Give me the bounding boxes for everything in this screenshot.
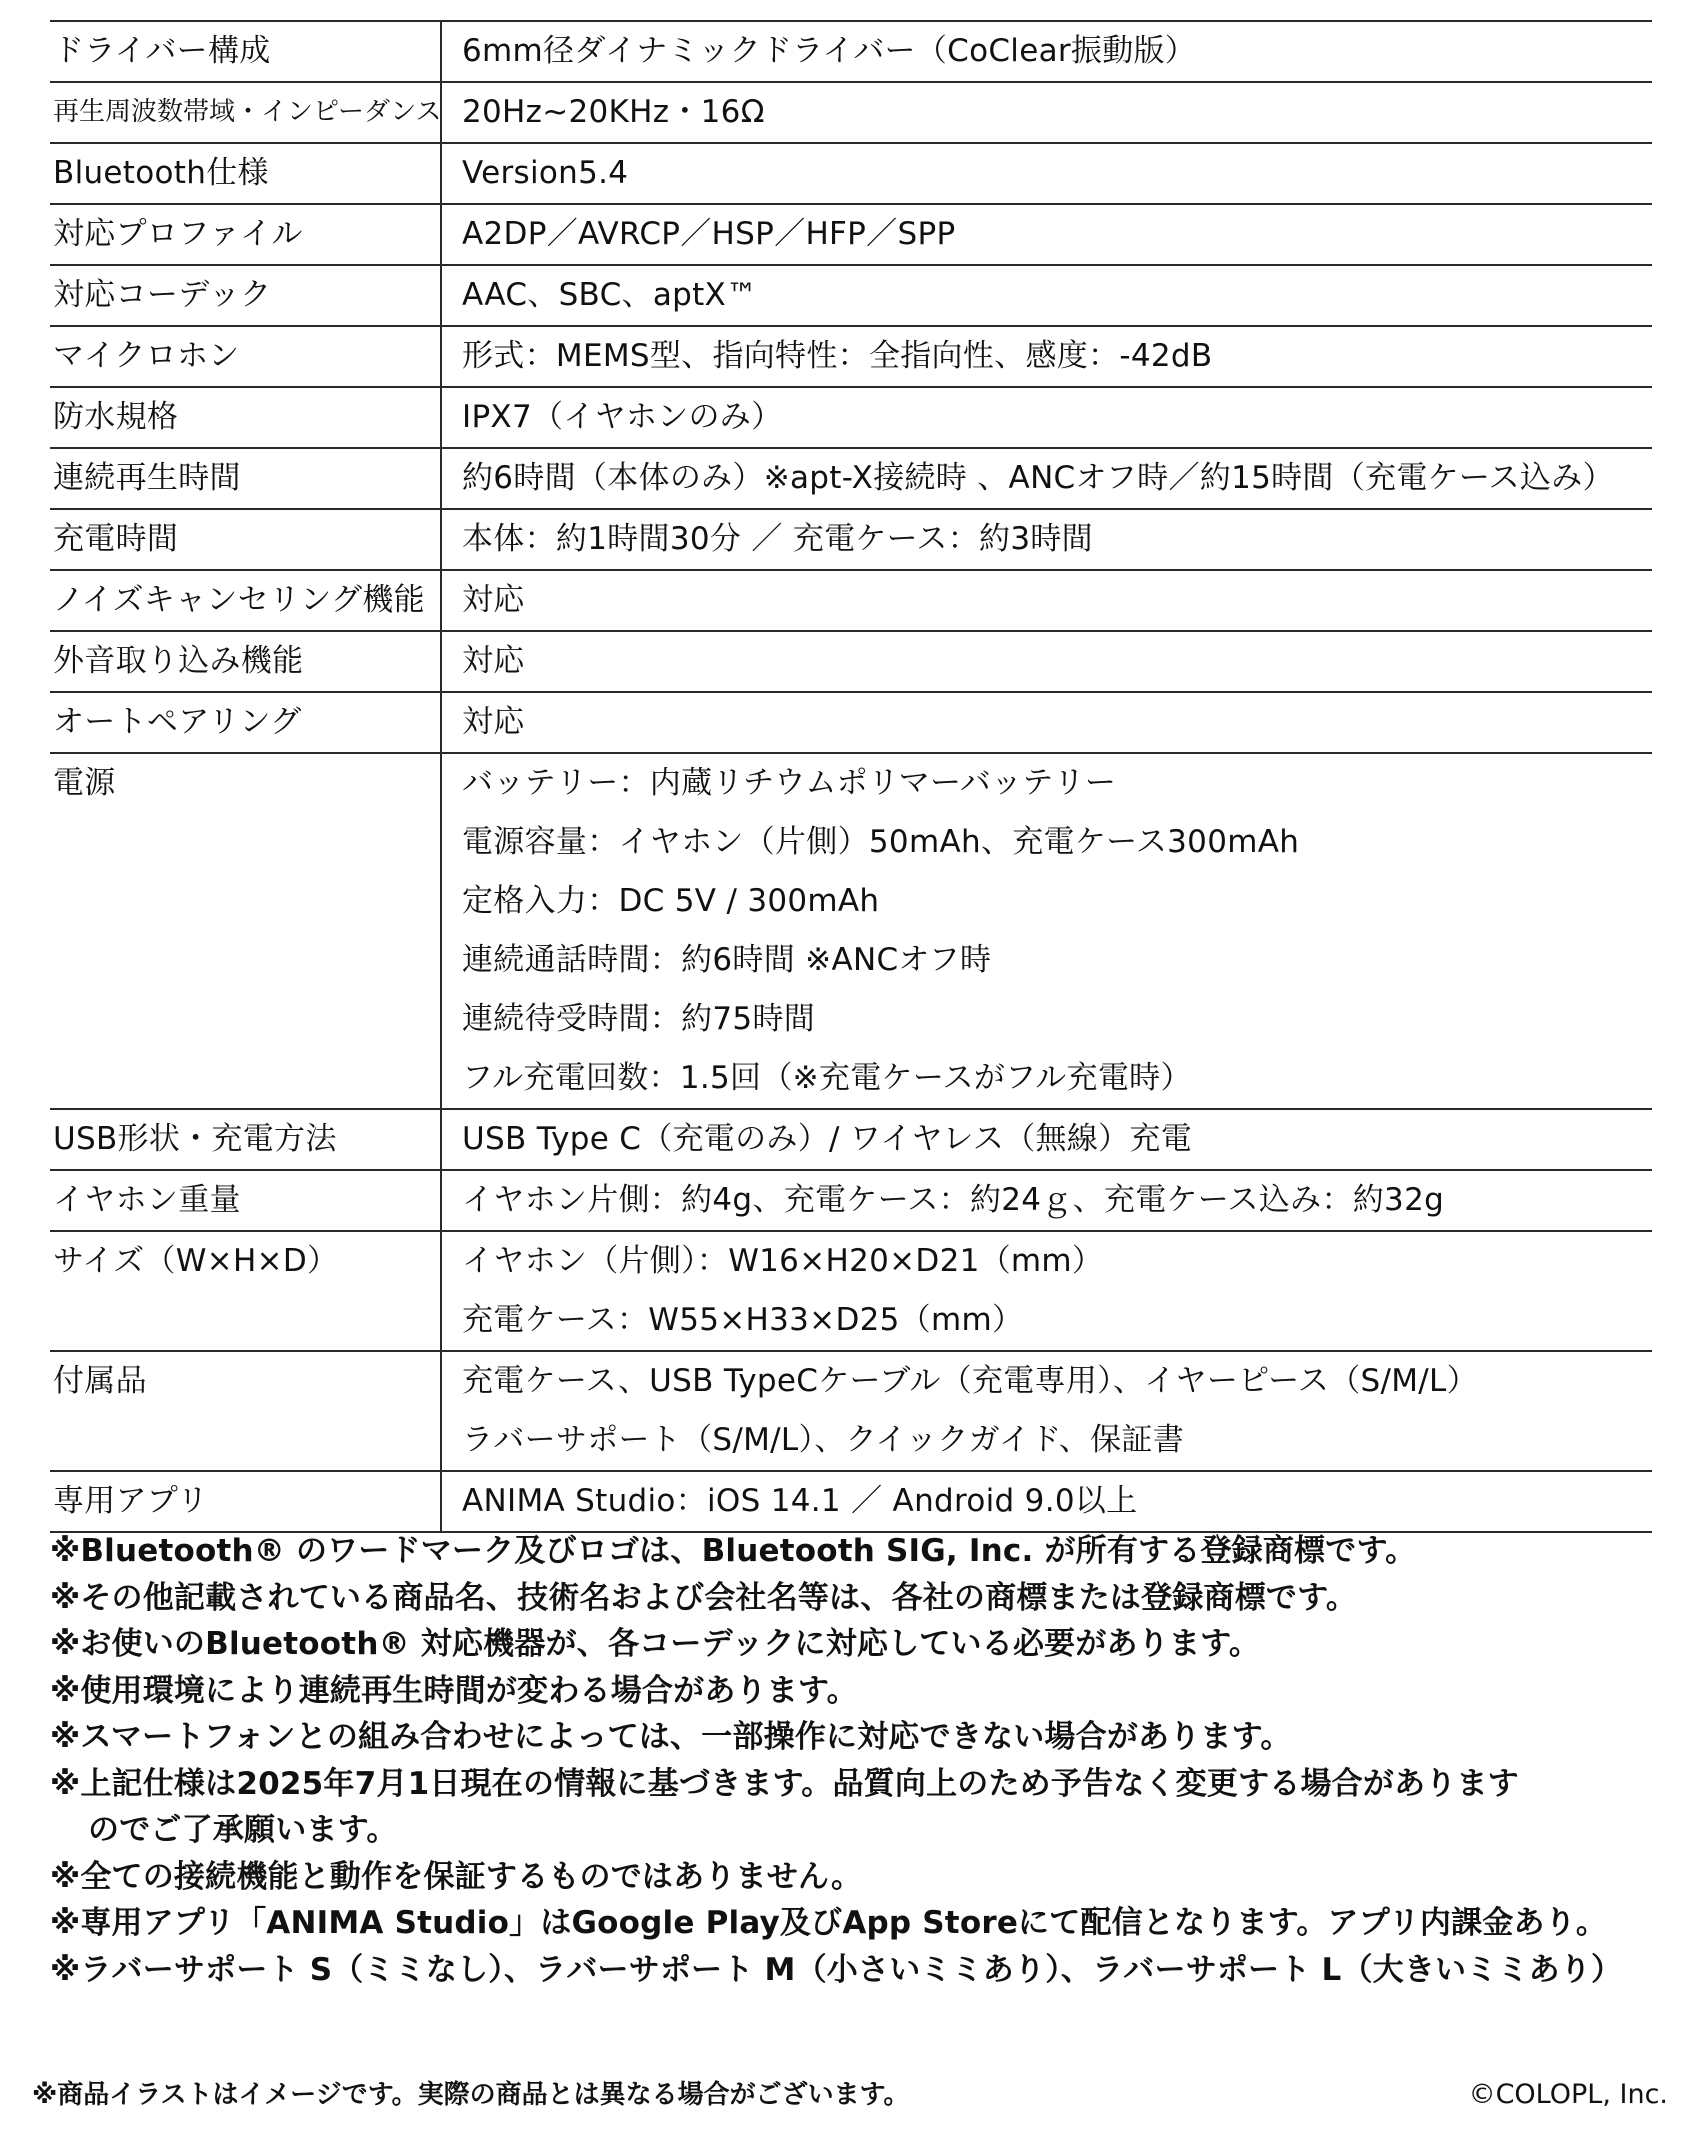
spec-label-cell: [50, 570, 441, 631]
note-line: ※上記仕様は2025年7月1日現在の情報に基づきます。品質向上のため予告なく変更する場合があります: [50, 1765, 1519, 1802]
spec-value: 形式：MEMS型、指向特性：全指向性、感度：-42dB: [462, 338, 1213, 374]
spec-value: IPX7（イヤホンのみ）: [462, 399, 783, 435]
spec-label: USB形状・充電方法: [53, 1121, 337, 1157]
spec-row: [50, 204, 1652, 265]
spec-label: 電源: [53, 765, 116, 801]
spec-row: [50, 692, 1652, 753]
spec-label: ドライバー構成: [53, 33, 271, 69]
spec-value: 定格入力：DC 5V / 300mAh: [462, 883, 880, 919]
spec-label: 防水規格: [53, 399, 179, 435]
copyright: ©COLOPL, Inc.: [1468, 2079, 1668, 2110]
spec-value: 電源容量：イヤホン（片側）50mAh、充電ケース300mAh: [462, 824, 1300, 860]
spec-label: 連続再生時間: [53, 460, 241, 496]
spec-value: 充電ケース、USB TypeCケーブル（充電専用）、イヤーピース（S/M/L）: [462, 1363, 1478, 1399]
note-line: ※Bluetooth® のワードマーク及びロゴは、Bluetooth SIG, Inc. が所有する登録商標です。: [50, 1533, 1417, 1569]
spec-label-cell: [50, 1471, 441, 1532]
spec-value-cell: [441, 265, 1652, 326]
footer-disclaimer: ※商品イラストはイメージです。実際の商品とは異なる場合がございます。: [32, 2080, 910, 2110]
spec-label: サイズ（W×H×D）: [53, 1243, 339, 1279]
note-line: ※スマートフォンとの組み合わせによっては、一部操作に対応できない場合があります。: [50, 1719, 1292, 1755]
spec-value: 充電ケース：W55×H33×D25（mm）: [462, 1302, 1024, 1338]
spec-label-cell: [50, 326, 441, 387]
spec-row: [50, 326, 1652, 387]
spec-label: 充電時間: [53, 521, 179, 557]
spec-value-cell: [441, 692, 1652, 753]
spec-row: [50, 1170, 1652, 1231]
spec-row: [50, 21, 1652, 82]
spec-value: ラバーサポート（S/M/L）、クイックガイド、保証書: [462, 1422, 1184, 1458]
spec-value-cell: [441, 1109, 1652, 1170]
spec-value: 20Hz~20KHz・16Ω: [462, 94, 765, 130]
spec-value: ANIMA Studio：iOS 14.1 ／ Android 9.0以上: [462, 1483, 1138, 1519]
spec-value-cell: [441, 570, 1652, 631]
spec-value: 対応: [462, 643, 525, 679]
spec-value: 連続待受時間：約75時間: [462, 1001, 816, 1037]
note-line: ※全ての接続機能と動作を保証するものではありません。: [50, 1858, 863, 1895]
spec-row: [50, 509, 1652, 570]
spec-value-cell: [441, 1351, 1652, 1471]
spec-label-cell: [50, 753, 441, 1109]
spec-label-cell: [50, 1109, 441, 1170]
spec-value-cell: [441, 448, 1652, 509]
note-line: ※使用環境により連続再生時間が変わる場合があります。: [50, 1672, 858, 1709]
spec-label: オートペアリング: [53, 704, 302, 740]
spec-value-cell: [441, 21, 1652, 82]
spec-label-cell: [50, 1351, 441, 1471]
spec-value: イヤホン（片側）：W16×H20×D21（mm）: [462, 1243, 1104, 1279]
spec-label: マイクロホン: [53, 338, 240, 374]
spec-row: [50, 143, 1652, 204]
spec-value-cell: [441, 143, 1652, 204]
spec-value-cell: [441, 387, 1652, 448]
spec-value: 本体：約1時間30分 ／ 充電ケース：約3時間: [462, 521, 1093, 557]
spec-table-body: [50, 21, 1652, 1532]
spec-value: A2DP／AVRCP／HSP／HFP／SPP: [462, 216, 956, 252]
spec-label: 対応プロファイル: [53, 216, 303, 252]
notes-section: [50, 1528, 1670, 1993]
spec-value: 6mm径ダイナミックドライバー（CoClear振動版）: [462, 33, 1197, 69]
spec-label-cell: [50, 448, 441, 509]
spec-row: [50, 448, 1652, 509]
note-line: ※その他記載されている商品名、技術名および会社名等は、各社の商標または登録商標です。: [50, 1579, 1358, 1616]
spec-label-cell: [50, 82, 441, 143]
spec-row: [50, 82, 1652, 143]
spec-row: [50, 1231, 1652, 1351]
spec-label-cell: [50, 692, 441, 753]
spec-label-cell: [50, 143, 441, 204]
spec-value-cell: [441, 1471, 1652, 1532]
spec-label: 外音取り込み機能: [53, 643, 304, 679]
spec-label: 専用アプリ: [53, 1483, 209, 1519]
spec-value: USB Type C（充電のみ）/ ワイヤレス（無線）充電: [462, 1121, 1193, 1157]
spec-row: [50, 1471, 1652, 1532]
spec-value-cell: [441, 82, 1652, 143]
spec-label-cell: [50, 509, 441, 570]
spec-value: イヤホン片側：約4g、充電ケース：約24ｇ、充電ケース込み：約32g: [462, 1182, 1445, 1218]
spec-row: [50, 570, 1652, 631]
spec-value: 連続通話時間：約6時間 ※ANCオフ時: [462, 942, 992, 978]
spec-value-cell: [441, 1170, 1652, 1231]
spec-label-cell: [50, 1170, 441, 1231]
spec-table: [50, 20, 1652, 1533]
spec-value-cell: [441, 753, 1652, 1109]
spec-value-cell: [441, 509, 1652, 570]
spec-row: [50, 265, 1652, 326]
spec-label: ノイズキャンセリング機能: [53, 582, 425, 618]
spec-label: Bluetooth仕様: [53, 155, 269, 191]
spec-value: 対応: [462, 582, 525, 618]
spec-value: バッテリー：内蔵リチウムポリマーバッテリー: [462, 765, 1117, 801]
spec-value-cell: [441, 204, 1652, 265]
spec-value: フル充電回数：1.5回（※充電ケースがフル充電時）: [462, 1060, 1192, 1096]
footer: [32, 2075, 1668, 2115]
spec-label-cell: [50, 631, 441, 692]
spec-label-cell: [50, 204, 441, 265]
spec-value: 約6時間（本体のみ）※apt-X接続時 、ANCオフ時／約15時間（充電ケース込み）: [462, 460, 1614, 496]
spec-value: Version5.4: [462, 155, 629, 191]
spec-row: [50, 387, 1652, 448]
note-line: ※専用アプリ「ANIMA Studio」はGoogle Play及びApp Storeにて配信となります。アプリ内課金あり。: [50, 1905, 1608, 1941]
spec-label: 対応コーデック: [53, 277, 272, 313]
spec-label-cell: [50, 265, 441, 326]
spec-row: [50, 1351, 1652, 1471]
spec-value: AAC、SBC、aptX™: [462, 277, 758, 313]
spec-value-cell: [441, 326, 1652, 387]
spec-row: [50, 1109, 1652, 1170]
spec-row: [50, 753, 1652, 1109]
spec-label: イヤホン重量: [53, 1182, 241, 1218]
spec-label: 付属品: [53, 1363, 147, 1399]
spec-label: 再生周波数帯域・インピーダンス: [53, 97, 442, 127]
spec-row: [50, 631, 1652, 692]
note-line: ※お使いのBluetooth® 対応機器が、各コーデックに対応している必要があります。: [50, 1626, 1261, 1662]
note-line: ※ラバーサポート S（ミミなし）、ラバーサポート M（小さいミミあり）、ラバーサポート L（大きいミミあり）: [50, 1951, 1623, 1988]
spec-label-cell: [50, 1231, 441, 1351]
spec-value: 対応: [462, 704, 525, 740]
spec-label-cell: [50, 21, 441, 82]
spec-value-cell: [441, 1231, 1652, 1351]
note-line: のでご了承願います。: [88, 1812, 398, 1848]
spec-value-cell: [441, 631, 1652, 692]
spec-label-cell: [50, 387, 441, 448]
